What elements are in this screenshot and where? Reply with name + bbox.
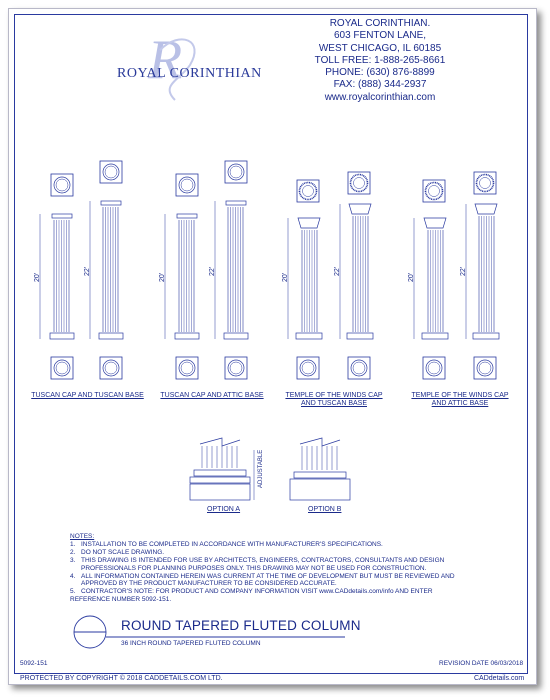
note-number: 5. xyxy=(70,588,76,596)
company-name: ROYAL CORINTHIAN. xyxy=(329,18,431,29)
drawing-subtitle: 36 INCH ROUND TAPERED FLUTED COLUMN xyxy=(121,640,261,647)
caddetails-link[interactable]: CADdetails.com xyxy=(474,675,525,682)
note-text-cont: APPROVED BY THE PRODUCT MANUFACTURER TO BE CONSIDERED ACCURATE. xyxy=(81,580,337,588)
dim-tall-1: 22' xyxy=(84,266,91,276)
company-website[interactable]: www.royalcorinthian.com xyxy=(324,91,436,103)
note-text: DO NOT SCALE DRAWING. xyxy=(81,548,165,556)
notes-title: NOTES: xyxy=(70,533,95,540)
dim-tall-2: 22' xyxy=(209,266,216,276)
dim-tall-4: 22' xyxy=(460,266,467,276)
column-set-1 xyxy=(40,161,123,379)
note-text: INSTALLATION TO BE COMPLETED IN ACCORDANCE WITH MANUFACTURER'S SPECIFICATIONS. xyxy=(81,540,383,548)
logo-monogram: R xyxy=(148,29,183,91)
option-details xyxy=(180,436,380,506)
dim-short-1: 20' xyxy=(34,272,41,282)
reference-number: 5092-151 xyxy=(20,660,48,667)
note-number: 3. xyxy=(70,556,76,564)
notes-block xyxy=(70,533,455,604)
note-text-cont: REFERENCE NUMBER 5092-151. xyxy=(70,596,172,604)
company-phone: PHONE: (630) 876-8899 xyxy=(325,67,435,79)
company-tollfree: TOLL FREE: 1-888-265-8661 xyxy=(314,54,446,66)
option-a-detail xyxy=(190,438,254,500)
company-address-1: 603 FENTON LANE, xyxy=(333,30,427,42)
drawing-title: ROUND TAPERED FLUTED COLUMN xyxy=(121,618,361,633)
company-address-2: WEST CHICAGO, IL 60185 xyxy=(318,42,442,54)
dim-tall-3: 22' xyxy=(334,266,341,276)
label-winds-attic: TEMPLE OF THE WINDS CAP AND ATTIC BASE xyxy=(411,392,509,407)
option-b-label: OPTION B xyxy=(308,506,342,513)
label-tuscan-tuscan: TUSCAN CAP AND TUSCAN BASE xyxy=(31,392,144,399)
option-a-label: OPTION A xyxy=(207,506,241,513)
note-number: 2. xyxy=(70,548,76,556)
footer-bar xyxy=(14,674,528,686)
logo-wordmark: ROYAL CORINTHIAN xyxy=(117,66,262,81)
label-tuscan-attic: TUSCAN CAP AND ATTIC BASE xyxy=(160,392,264,399)
dim-short-3: 20' xyxy=(282,272,289,282)
note-text-cont: PROFESSIONALS FOR PLANNING PURPOSES ONLY. THIS DRAWING MAY NOT BE USED FOR CONSTRUCTION. xyxy=(81,564,427,572)
dim-short-2: 20' xyxy=(159,272,166,282)
revision-date: REVISION DATE 06/03/2018 xyxy=(439,660,524,667)
company-fax: FAX: (888) 344-2937 xyxy=(333,79,427,91)
note-text: ALL INFORMATION CONTAINED HEREIN WAS CURRENT AT THE TIME OF DEVELOPMENT BUT MUST BE REVIEWED AND xyxy=(81,572,455,580)
column-set-3 xyxy=(288,172,373,379)
label-winds-tuscan: TEMPLE OF THE WINDS CAP AND TUSCAN BASE xyxy=(285,392,383,407)
adjustable-label: ADJUSTABLE xyxy=(258,449,264,488)
option-b-detail xyxy=(290,438,350,500)
note-text: THIS DRAWING IS INTENDED FOR USE BY ARCHITECTS, ENGINEERS, CONTRACTORS, CONSULTANTS AND DESIGN xyxy=(81,556,445,564)
copyright-text: PROTECTED BY COPYRIGHT © 2018 CADDETAILS.COM LTD. xyxy=(20,675,223,682)
column-set-4 xyxy=(414,172,499,379)
dim-short-4: 20' xyxy=(408,272,415,282)
note-number: 1. xyxy=(70,540,76,548)
note-number: 4. xyxy=(70,572,76,580)
note-text: CONTRACTOR'S NOTE: FOR PRODUCT AND COMPANY INFORMATION VISIT www.CADdetails.com/info AND ENTER xyxy=(81,588,433,596)
column-set-2 xyxy=(165,161,248,379)
